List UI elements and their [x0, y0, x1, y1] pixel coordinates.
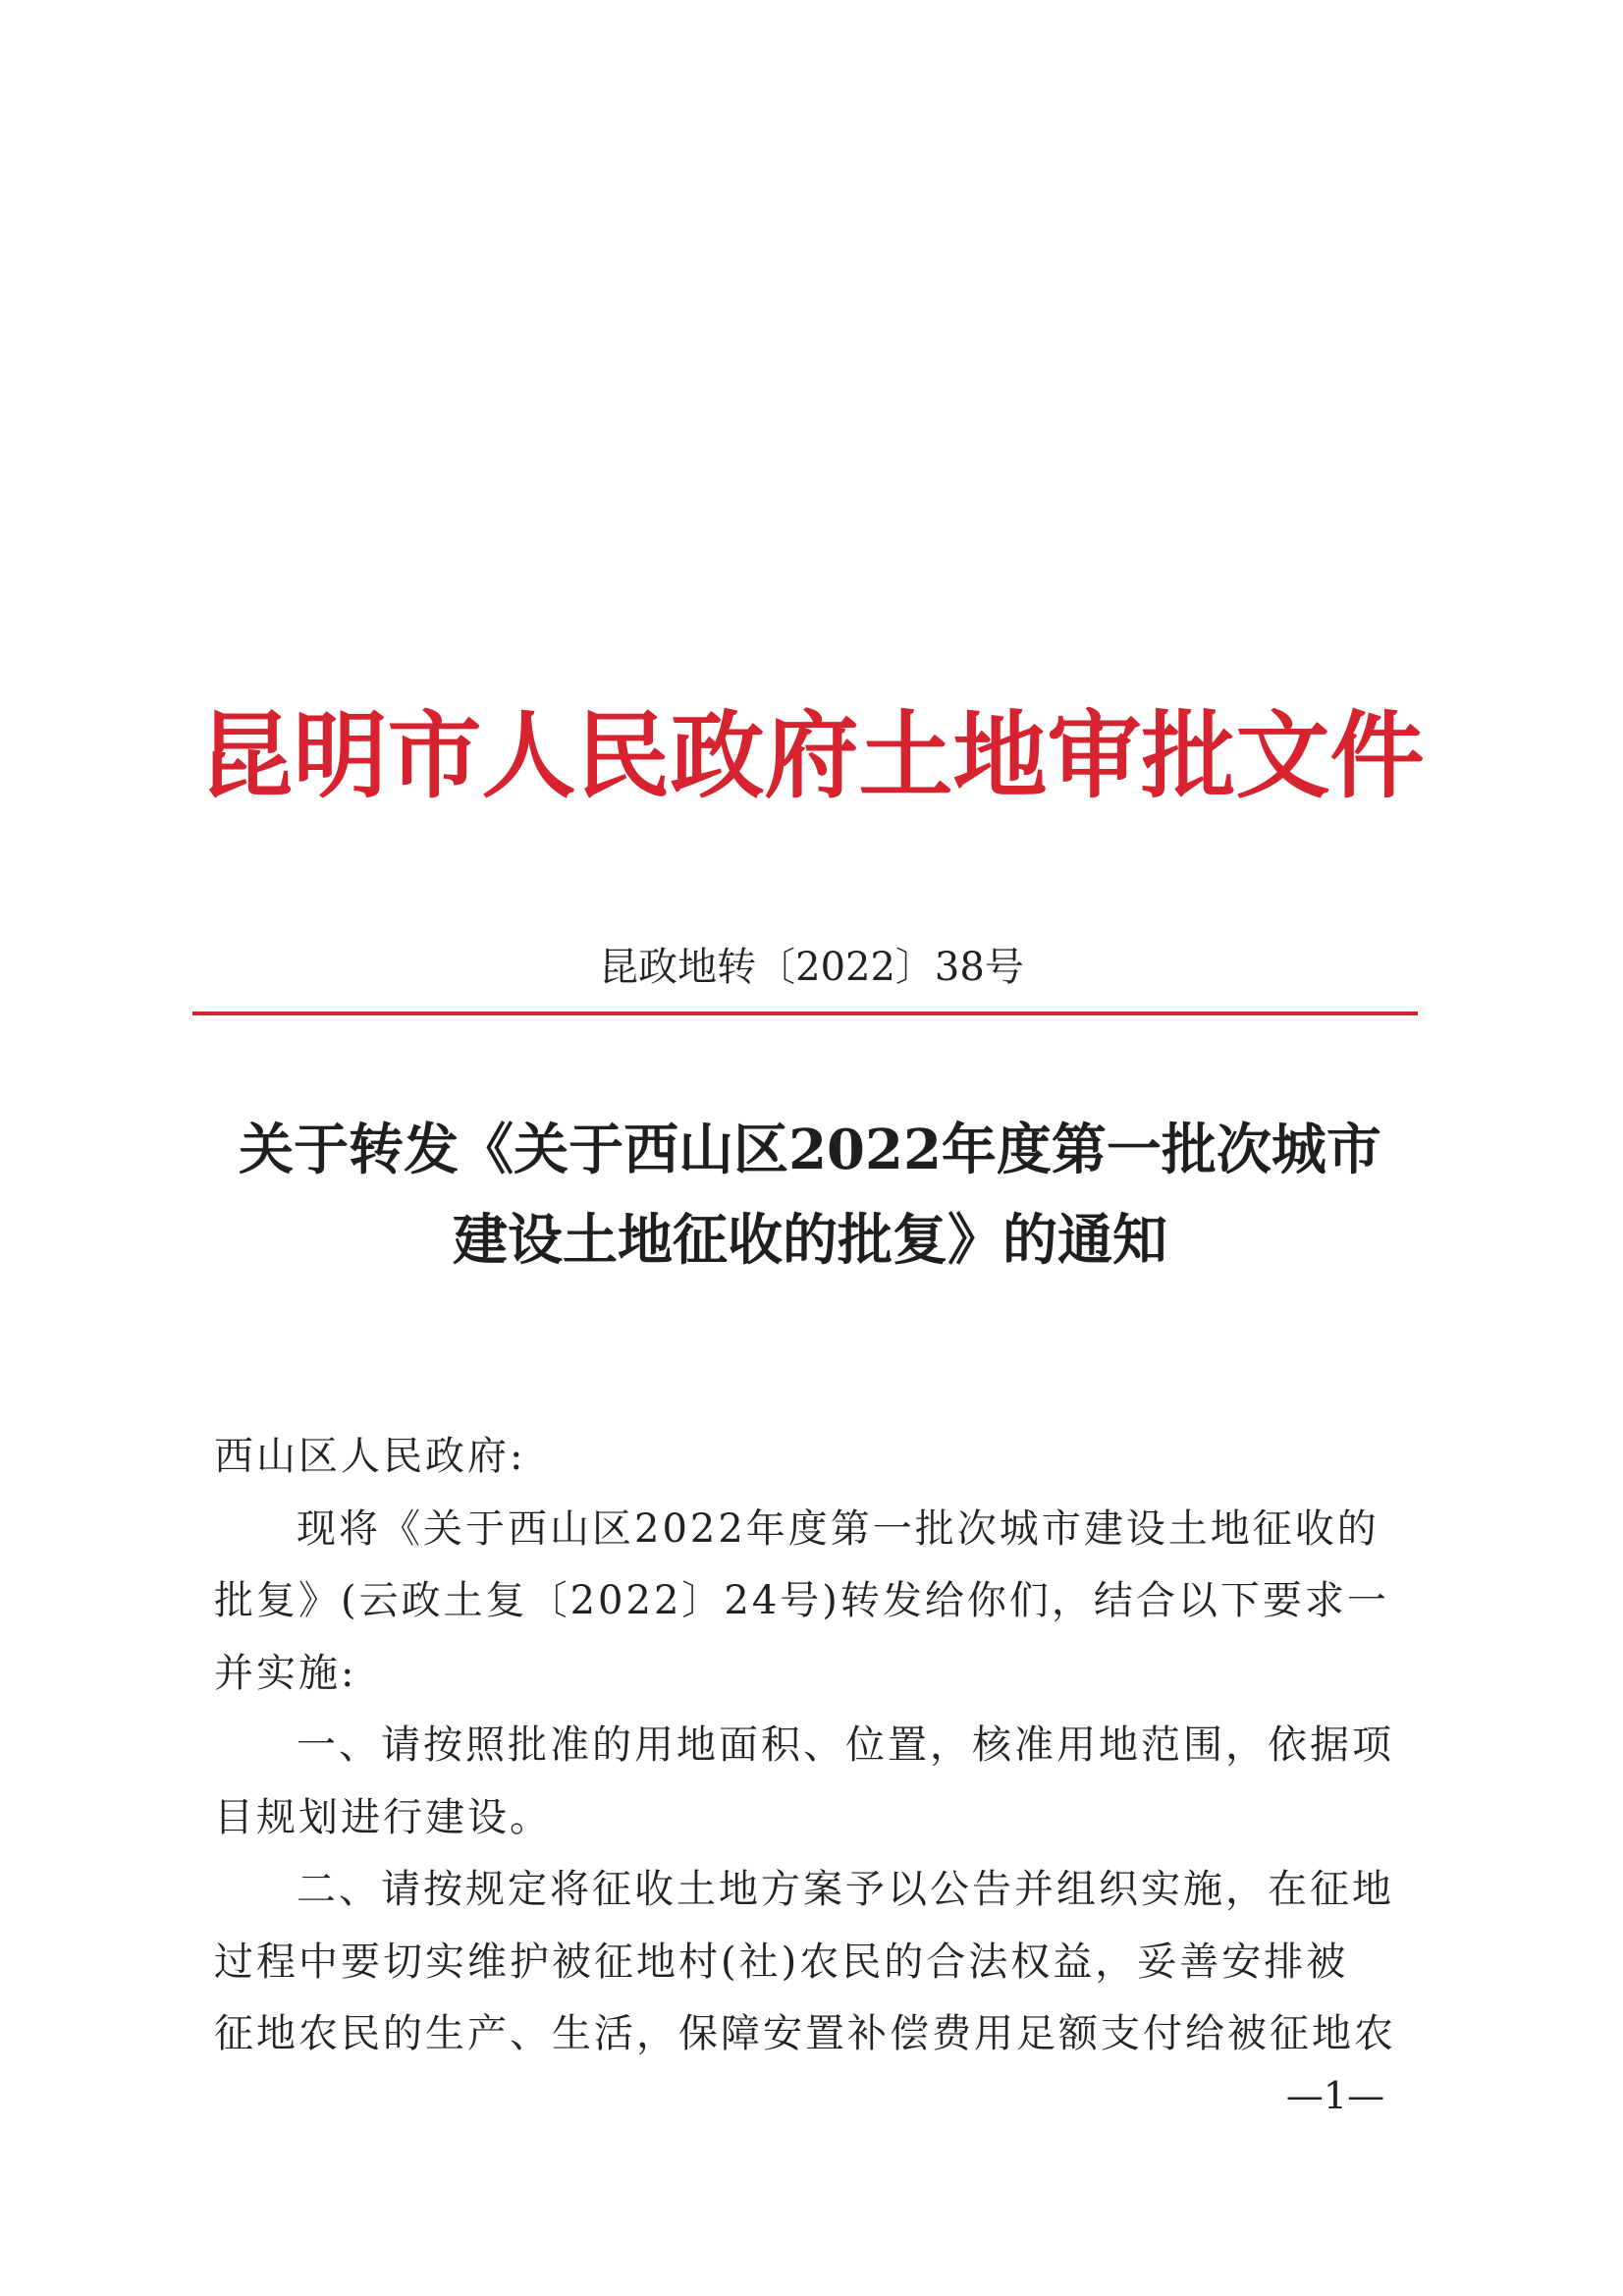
body-line: 现将《关于西山区2022年度第一批次城市建设土地征收的: [297, 1505, 1380, 1552]
body-line: 过程中要切实维护被征地村(社)农民的合法权益，妥善安排被: [214, 1939, 1349, 1985]
notice-title-line-1: 关于转发《关于西山区2022年度第一批次城市: [239, 1118, 1381, 1182]
body-line: 一、请按照批准的用地面积、位置，核准用地范围，依据项: [297, 1722, 1394, 1768]
body-line: 征地农民的生产、生活，保障安置补偿费用足额支付给被征地农: [214, 2011, 1396, 2056]
header-divider-line: [192, 1011, 1418, 1015]
salutation: 西山区人民政府:: [214, 1434, 526, 1479]
notice-title-line-2: 建设土地征收的批复》的通知: [453, 1208, 1167, 1273]
document-header-title: 昆明市人民政府土地审批文件: [198, 701, 1425, 811]
document-number: 昆政地转〔2022〕38号: [599, 945, 1024, 990]
notice-title: [177, 1105, 1443, 1285]
body-line: 并实施:: [214, 1650, 357, 1696]
body-line: 目规划进行建设。: [214, 1794, 552, 1840]
notice-body: [214, 1421, 1418, 2071]
body-line: 批复》(云政土复〔2022〕24号)转发给你们，结合以下要求一: [214, 1578, 1389, 1623]
page-number: —1—: [1285, 2074, 1385, 2117]
body-line: 二、请按规定将征收土地方案予以公告并组织实施，在征地: [297, 1867, 1394, 1912]
